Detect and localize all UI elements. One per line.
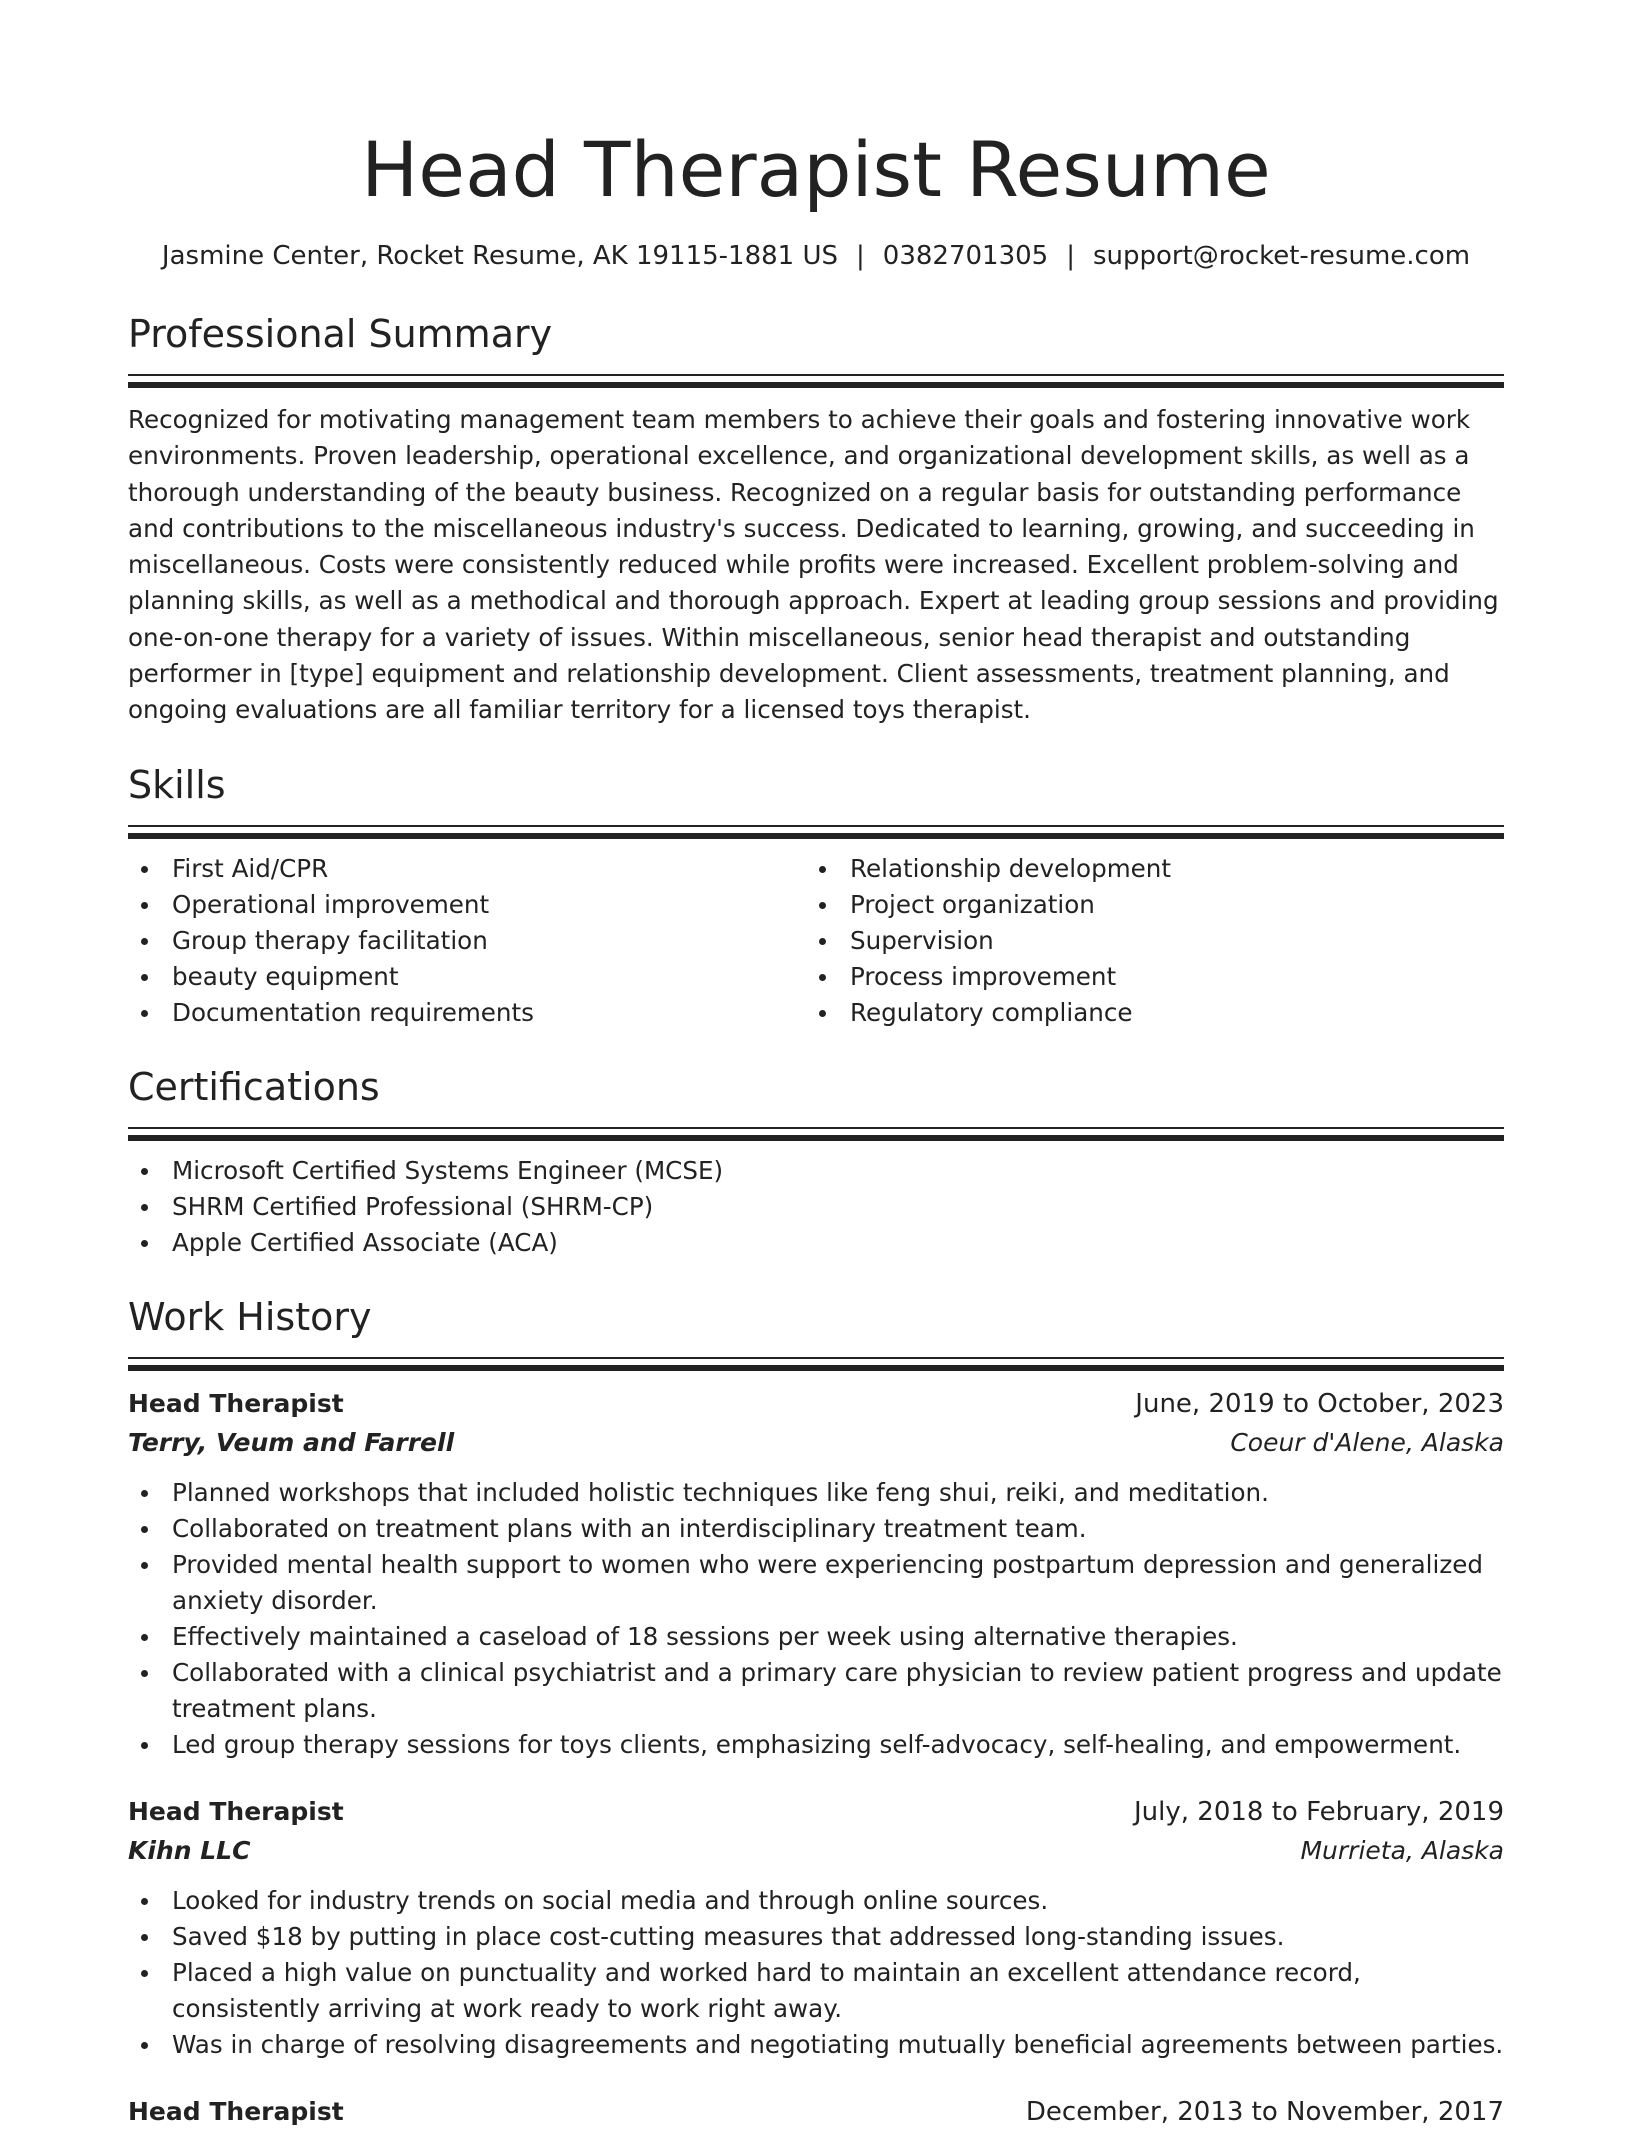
job-title: Head Therapist: [128, 2096, 344, 2126]
certification-item: Apple Certified Associate (ACA): [128, 1225, 1504, 1261]
skill-item: beauty equipment: [128, 959, 806, 995]
section-heading-certifications: Certifications: [128, 1064, 380, 1109]
job-dates: July, 2018 to February, 2019: [1134, 1796, 1504, 1827]
job-entry: [128, 1793, 1504, 2063]
section-heading-skills: Skills: [128, 762, 226, 807]
job-bullet: Looked for industry trends on social media and through online sources.: [128, 1883, 1504, 1919]
job-bullet: Planned workshops that included holistic techniques like feng shui, reiki, and meditation.: [128, 1475, 1504, 1511]
skill-item: Process improvement: [806, 959, 1484, 995]
job-company: Terry, Veum and Farrell: [128, 1427, 455, 1457]
section-divider: [128, 374, 1504, 388]
certification-item: Microsoft Certified Systems Engineer (MCSE): [128, 1153, 1504, 1189]
job-bullet: Was in charge of resolving disagreements and negotiating mutually beneficial agreements between parties.: [128, 2027, 1504, 2063]
job-entry: [128, 1385, 1504, 1763]
job-bullet: Provided mental health support to women who were experiencing postpartum depression and generalized anxiety disorder.: [128, 1547, 1504, 1619]
job-bullet: Collaborated on treatment plans with an interdisciplinary treatment team.: [128, 1511, 1504, 1547]
contact-address: Jasmine Center, Rocket Resume, AK 19115-1881 US: [161, 241, 839, 271]
job-header: [128, 1385, 1504, 1423]
job-company: Kihn LLC: [128, 1835, 251, 1865]
contact-separator: |: [856, 241, 865, 271]
section-heading-summary: Professional Summary: [128, 312, 553, 356]
job-title: Head Therapist: [128, 1388, 344, 1418]
job-location: Murrieta, Alaska: [1300, 1835, 1504, 1865]
job-bullet: Collaborated with a clinical psychiatrist and a primary care physician to review patient progress and update treatment plans.: [128, 1655, 1504, 1727]
summary-section: [128, 308, 1504, 729]
skill-item: Relationship development: [806, 851, 1484, 887]
job-bullet: Saved $18 by putting in place cost-cutting measures that addressed long-standing issues.: [128, 1919, 1504, 1955]
skill-item: Operational improvement: [128, 887, 806, 923]
summary-text: Recognized for motivating management team members to achieve their goals and fostering innovative work environments. Proven leadership, operational excellence, and organizational development skills, as well as a thorough understanding of the beauty business. Recognized on a regular basis for outstanding performance and contributions to the miscellaneous industry's success. Dedicated to learning, growing, and succeeding in miscellaneous. Costs were consistently reduced while profits were increased. Excellent problem-solving and planning skills, as well as a methodical and thorough approach. Expert at leading group sessions and providing one-on-one therapy for a variety of issues. Within miscellaneous, senior head therapist and outstanding performer in [type] equipment and relationship development. Client assessments, treatment planning, and ongoing evaluations are all familiar territory for a licensed toys therapist.: [128, 405, 1499, 725]
skill-item: Project organization: [806, 887, 1484, 923]
skill-item: First Aid/CPR: [128, 851, 806, 887]
contact-email[interactable]: support@rocket-resume.com: [1092, 241, 1471, 271]
job-bullet: Led group therapy sessions for toys clients, emphasizing self-advocacy, self-healing, and empowerment.: [128, 1727, 1504, 1763]
job-dates: June, 2019 to October, 2023: [1135, 1388, 1504, 1419]
resume-page: [128, 0, 1504, 2131]
skill-item: Regulatory compliance: [806, 995, 1484, 1031]
certification-item: SHRM Certified Professional (SHRM-CP): [128, 1189, 1504, 1225]
job-bullet: Effectively maintained a caseload of 18 sessions per week using alternative therapies.: [128, 1619, 1504, 1655]
skills-list-left: [128, 851, 806, 1031]
skills-section: [128, 759, 1504, 1031]
section-divider: [128, 825, 1504, 839]
skill-item: Documentation requirements: [128, 995, 806, 1031]
work-history-section: [128, 1291, 1504, 2131]
job-bullet: Placed a high value on punctuality and worked hard to maintain an excellent attendance record, consistently arriving at work ready to work right away.: [128, 1955, 1504, 2027]
job-subheader: [128, 1831, 1504, 1871]
job-dates: December, 2013 to November, 2017: [1025, 2096, 1504, 2127]
job-bullet-list: [128, 1475, 1504, 1763]
contact-separator: |: [1066, 241, 1075, 271]
contact-line: [128, 238, 1504, 274]
contact-phone: 0382701305: [882, 241, 1049, 271]
section-divider: [128, 1127, 1504, 1141]
job-bullet-list: [128, 1883, 1504, 2063]
job-title: Head Therapist: [128, 1796, 344, 1826]
skill-item: Supervision: [806, 923, 1484, 959]
resume-title: Head Therapist Resume: [361, 125, 1271, 214]
skills-grid: [128, 851, 1504, 1031]
certifications-section: [128, 1061, 1504, 1261]
job-subheader: [128, 1423, 1504, 1463]
skill-item: Group therapy facilitation: [128, 923, 806, 959]
skills-list-right: [806, 851, 1484, 1031]
section-divider: [128, 1357, 1504, 1371]
job-header: [128, 1793, 1504, 1831]
job-location: Coeur d'Alene, Alaska: [1230, 1427, 1504, 1457]
certifications-list: [128, 1153, 1504, 1261]
section-heading-work-history: Work History: [128, 1294, 372, 1339]
